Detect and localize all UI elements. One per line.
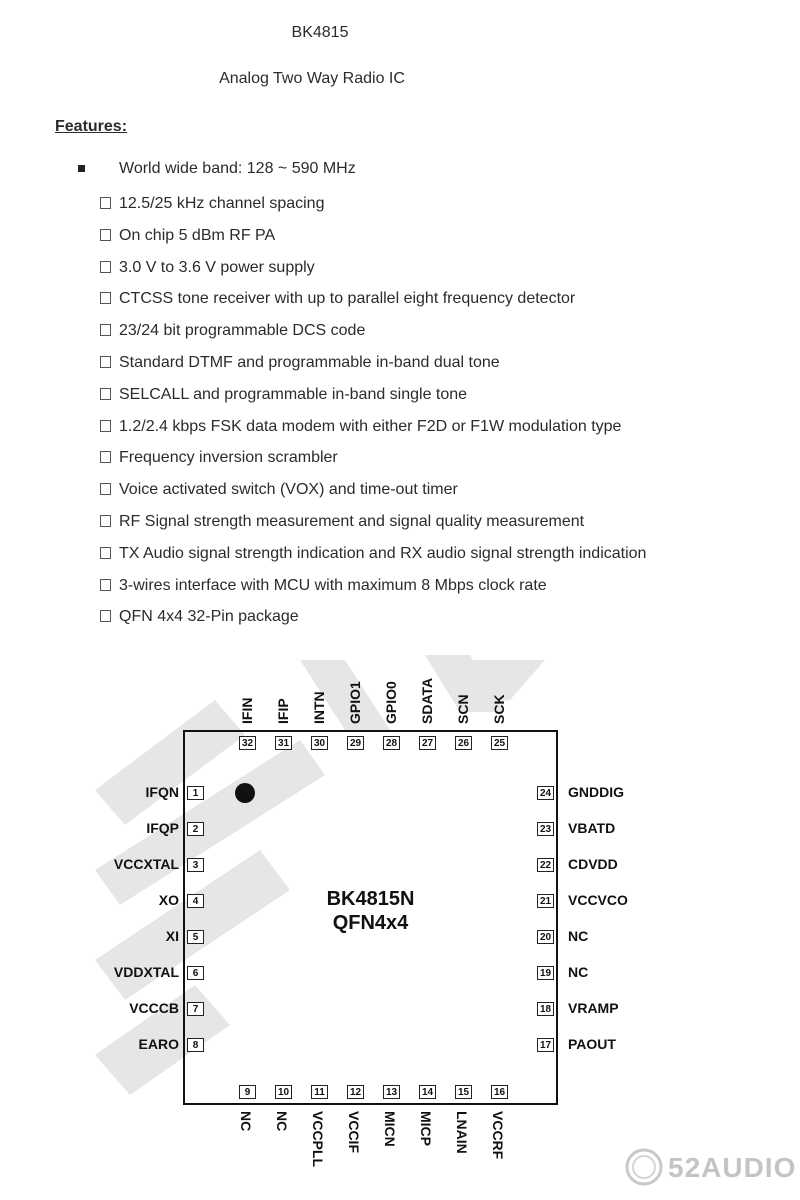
pin-number: 8	[187, 1038, 204, 1052]
pin-name: GNDDIG	[568, 784, 624, 800]
pin-name: SDATA	[419, 677, 435, 724]
list-item: 12.5/25 kHz channel spacing	[100, 192, 646, 224]
list-item: 3.0 V to 3.6 V power supply	[100, 256, 646, 288]
band-feature-text: World wide band: 128 ~ 590 MHz	[119, 160, 356, 177]
pin-name: VCCPLL	[310, 1111, 326, 1167]
pin-number: 32	[239, 736, 256, 750]
pin-number: 15	[455, 1085, 472, 1099]
document-title: BK4815	[291, 24, 349, 41]
chip-name: BK4815N	[326, 888, 415, 910]
pin-name: LNAIN	[454, 1111, 470, 1154]
brand-logo	[622, 1145, 797, 1190]
pin-number: 21	[537, 894, 554, 908]
pin-name: XO	[158, 892, 179, 908]
list-item: CTCSS tone receiver with up to parallel eight frequency detector	[100, 287, 646, 319]
pin-number: 13	[383, 1085, 400, 1099]
pin-name: VCCVCO	[568, 892, 628, 908]
chip-package: QFN4x4	[332, 912, 409, 934]
pin-name: INTN	[311, 691, 327, 724]
features-heading: Features:	[55, 118, 128, 135]
pin-number: 17	[537, 1038, 554, 1052]
pin-name: VBATD	[568, 820, 616, 836]
pin-name: VCCCB	[129, 1000, 179, 1016]
pin-number: 18	[537, 1002, 554, 1016]
list-item: Frequency inversion scrambler	[100, 446, 646, 478]
pin-number: 28	[383, 736, 400, 750]
pin-number: 27	[419, 736, 436, 750]
pin-name: VCCRF	[490, 1111, 506, 1160]
pin-name: VDDXTAL	[113, 964, 179, 980]
list-item: 1.2/2.4 kbps FSK data modem with either F2D or F1W modulation type	[100, 415, 646, 447]
pin-name: IFQN	[145, 784, 179, 800]
pin-name: NC	[238, 1111, 254, 1132]
list-item: QFN 4x4 32-Pin package	[100, 605, 646, 637]
pin-number: 4	[187, 894, 204, 908]
list-item: 23/24 bit programmable DCS code	[100, 319, 646, 351]
list-item: 3-wires interface with MCU with maximum 8 Mbps clock rate	[100, 574, 646, 606]
logo-text: 52AUDIO	[668, 1152, 797, 1183]
pin-name: SCK	[491, 694, 507, 724]
pin-name: MICP	[418, 1111, 434, 1146]
pin-name: NC	[274, 1111, 290, 1132]
pin-number: 6	[187, 966, 204, 980]
pin-name: NC	[568, 964, 589, 980]
pin-name: EARO	[138, 1036, 179, 1052]
pin-number: 11	[311, 1085, 328, 1099]
pin-name: NC	[568, 928, 589, 944]
pin-number: 14	[419, 1085, 436, 1099]
pin1-marker	[235, 783, 255, 803]
pin-name: CDVDD	[568, 856, 618, 872]
list-item: On chip 5 dBm RF PA	[100, 224, 646, 256]
pin-number: 25	[491, 736, 508, 750]
pin-number: 19	[537, 966, 554, 980]
pin-number: 10	[275, 1085, 292, 1099]
pin-number: 1	[187, 786, 204, 800]
pin-number: 7	[187, 1002, 204, 1016]
list-item: TX Audio signal strength indication and RX audio signal strength indication	[100, 542, 646, 574]
pin-number: 26	[455, 736, 472, 750]
pin-number: 3	[187, 858, 204, 872]
pin-number: 29	[347, 736, 364, 750]
pin-number: 31	[275, 736, 292, 750]
pin-number: 20	[537, 930, 554, 944]
pin-number: 2	[187, 822, 204, 836]
pin-number: 30	[311, 736, 328, 750]
list-item: Standard DTMF and programmable in-band dual tone	[100, 351, 646, 383]
pin-number: 24	[537, 786, 554, 800]
pin-number: 16	[491, 1085, 508, 1099]
pin-name: VCCXTAL	[113, 856, 179, 872]
pin-name: VRAMP	[568, 1000, 619, 1016]
pin-name: GPIO1	[347, 681, 363, 724]
pin-number: 5	[187, 930, 204, 944]
pin-number: 22	[537, 858, 554, 872]
list-item: SELCALL and programmable in-band single tone	[100, 383, 646, 415]
pin-name: SCN	[455, 694, 471, 724]
pin-name: VCCIF	[346, 1111, 362, 1153]
pin-name: IFIP	[275, 698, 291, 724]
pin-name: MICN	[382, 1111, 398, 1147]
document-subtitle: Analog Two Way Radio IC	[219, 70, 405, 87]
pin-name: XI	[165, 928, 179, 944]
pin-number: 23	[537, 822, 554, 836]
pin-number: 12	[347, 1085, 364, 1099]
pin-name: PAOUT	[568, 1036, 616, 1052]
pin-name: IFQP	[146, 820, 179, 836]
pin-number: 9	[239, 1085, 256, 1099]
list-item: RF Signal strength measurement and signal quality measurement	[100, 510, 646, 542]
pin-name: GPIO0	[383, 681, 399, 724]
pin-name: IFIN	[239, 697, 255, 724]
list-item: Voice activated switch (VOX) and time-out timer	[100, 478, 646, 510]
